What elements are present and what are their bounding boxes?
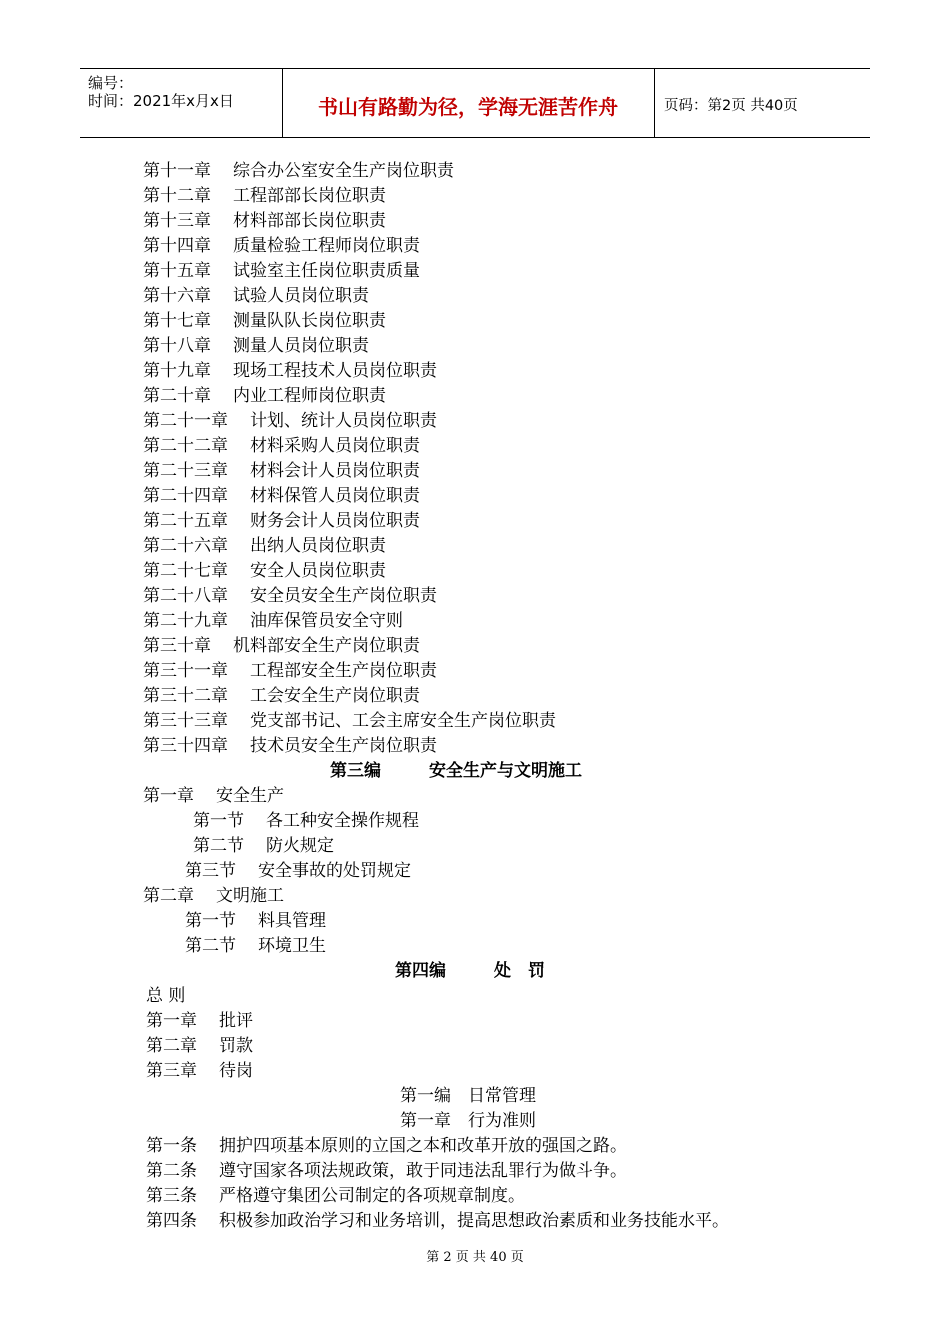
toc-line: 第二十八章 安全员安全生产岗位职责 (143, 586, 437, 606)
part3-section: 第二节 防火规定 (193, 836, 334, 856)
toc-line: 第三十四章 技术员安全生产岗位职责 (143, 736, 437, 756)
toc-line: 第二十章 内业工程师岗位职责 (143, 386, 386, 406)
toc-line: 第三十三章 党支部书记、工会主席安全生产岗位职责 (143, 711, 556, 731)
toc-line: 第二十七章 安全人员岗位职责 (143, 561, 386, 581)
part3-section: 第一节 料具管理 (185, 911, 326, 931)
article-line: 第三条 严格遵守集团公司制定的各项规章制度。 (146, 1186, 525, 1206)
part3-chapter: 第一章 安全生产 (143, 786, 284, 806)
toc-line: 第二十二章 材料采购人员岗位职责 (143, 436, 420, 456)
toc-line: 第十三章 材料部部长岗位职责 (143, 211, 386, 231)
part3-section: 第二节 环境卫生 (185, 936, 326, 956)
toc-line: 第二十九章 油库保管员安全守则 (143, 611, 403, 631)
toc-line: 第二十一章 计划、统计人员岗位职责 (143, 411, 437, 431)
header-page-label: 页码：第2页 共40页 (664, 98, 798, 114)
toc-line: 第十四章 质量检验工程师岗位职责 (143, 236, 420, 256)
part4-chapter: 第三章 待岗 (146, 1061, 253, 1081)
part4-chapter: 第一章 批评 (146, 1011, 253, 1031)
toc-line: 第十一章 综合办公室安全生产岗位职责 (143, 161, 454, 181)
toc-line: 第二十三章 材料会计人员岗位职责 (143, 461, 420, 481)
body-part-heading: 第一编 日常管理 (400, 1086, 536, 1106)
toc-line: 第十二章 工程部部长岗位职责 (143, 186, 386, 206)
toc-line: 第十六章 试验人员岗位职责 (143, 286, 369, 306)
part3-heading: 第三编 安全生产与文明施工 (330, 761, 582, 781)
page-header (80, 68, 870, 138)
toc-line: 第二十六章 出纳人员岗位职责 (143, 536, 386, 556)
part4-chapter: 第二章 罚款 (146, 1036, 253, 1056)
part3-chapter: 第二章 文明施工 (143, 886, 284, 906)
time-label: 时间：2021年x月x日 (88, 92, 234, 110)
toc-line: 第三十二章 工会安全生产岗位职责 (143, 686, 420, 706)
article-line: 第二条 遵守国家各项法规政策，敢于同违法乱罪行为做斗争。 (146, 1161, 627, 1181)
part4-heading: 第四编 处 罚 (395, 961, 545, 981)
page-footer: 第 2 页 共 40 页 (426, 1250, 524, 1265)
toc-line: 第十九章 现场工程技术人员岗位职责 (143, 361, 437, 381)
toc-line: 第二十五章 财务会计人员岗位职责 (143, 511, 420, 531)
toc-line: 第十八章 测量人员岗位职责 (143, 336, 369, 356)
header-motto: 书山有路勤为径，学海无涯苦作舟 (318, 95, 618, 119)
toc-line: 第十五章 试验室主任岗位职责质量 (143, 261, 420, 281)
body-chapter-heading: 第一章 行为准则 (400, 1111, 536, 1131)
toc-line: 第三十章 机料部安全生产岗位职责 (143, 636, 420, 656)
toc-line: 第十七章 测量队队长岗位职责 (143, 311, 386, 331)
article-line: 第一条 拥护四项基本原则的立国之本和改革开放的强国之路。 (146, 1136, 627, 1156)
part4-general: 总 则 (146, 986, 186, 1006)
article-line: 第四条 积极参加政治学习和业务培训，提高思想政治素质和业务技能水平。 (146, 1211, 729, 1231)
toc-line: 第二十四章 材料保管人员岗位职责 (143, 486, 420, 506)
header-divider (654, 69, 655, 137)
part3-section: 第一节 各工种安全操作规程 (193, 811, 419, 831)
toc-line: 第三十一章 工程部安全生产岗位职责 (143, 661, 437, 681)
serial-label: 编号： (88, 74, 134, 92)
part3-section: 第三节 安全事故的处罚规定 (185, 861, 411, 881)
